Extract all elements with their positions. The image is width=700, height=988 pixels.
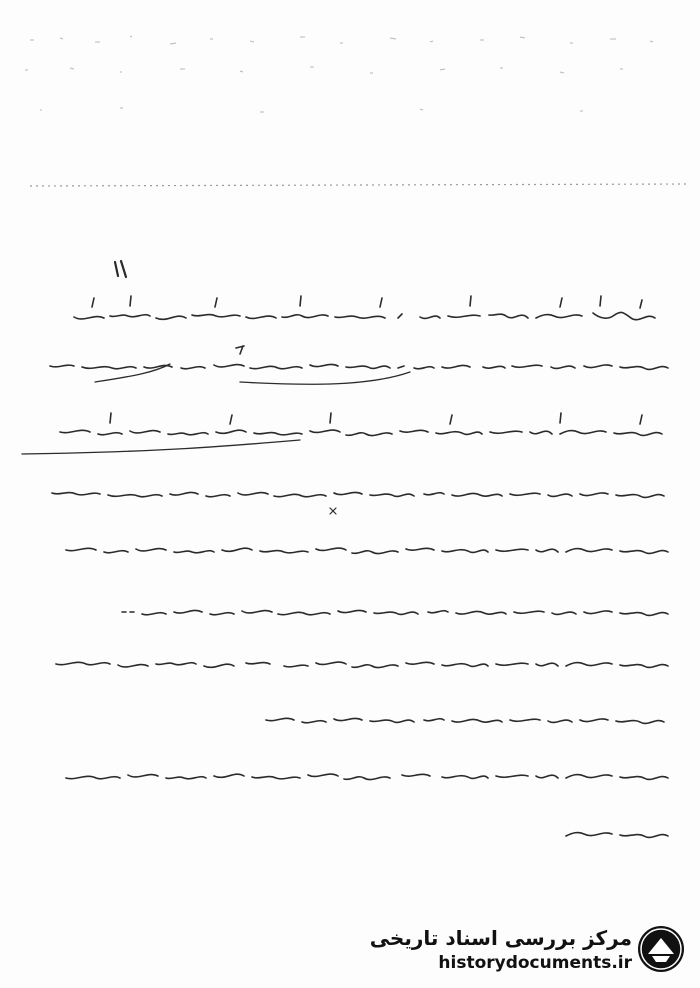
handwriting-line-5 — [66, 548, 668, 554]
handwriting-line-6 — [122, 610, 668, 615]
handwriting-line-1 — [74, 296, 655, 320]
handwriting-line-8 — [266, 718, 664, 723]
underline-rule — [22, 440, 300, 454]
handwriting-line-3 — [60, 413, 662, 436]
page-number-mark — [115, 261, 126, 277]
handwriting-line-7 — [56, 662, 668, 668]
scan-noise-top — [25, 36, 653, 112]
watermark-title: مرکز بررسی اسناد تاریخی — [369, 926, 632, 950]
handwriting-line-4 — [52, 492, 664, 514]
handwriting-line-9 — [66, 774, 668, 780]
watermark-url: historydocuments.ir — [438, 953, 632, 973]
dotted-line-top — [30, 184, 690, 186]
watermark — [369, 920, 690, 978]
handwriting-line-2 — [50, 346, 668, 384]
archive-logo-icon — [636, 924, 686, 974]
handwriting-line-10 — [566, 833, 668, 838]
